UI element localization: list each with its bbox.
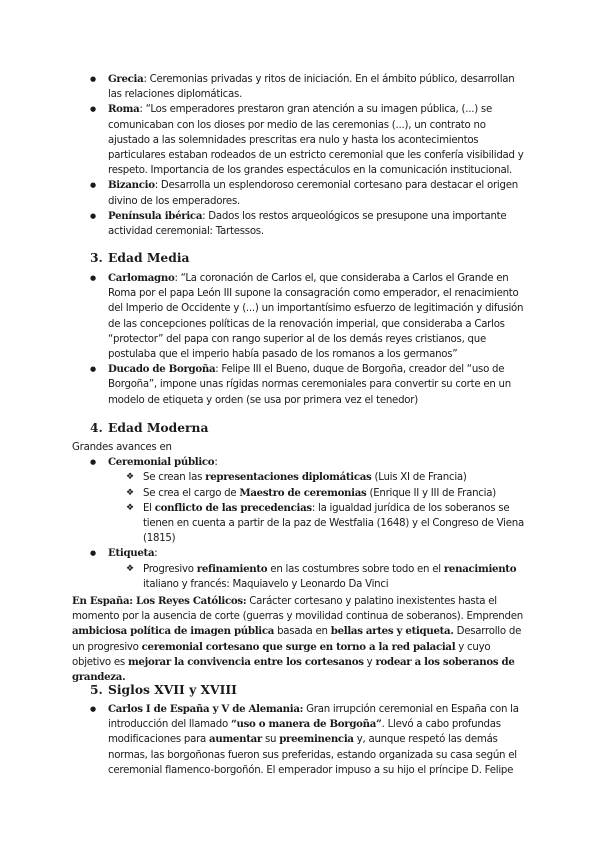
siglos-list <box>88 702 524 778</box>
paragraph-bold: ceremonial cortesano que surge en torno a la red palacial <box>141 640 456 653</box>
intro-text: Grandes avances en <box>72 442 172 453</box>
item-term: Grecia <box>108 73 144 85</box>
sub-bold: Maestro de ceremonias <box>239 486 367 499</box>
item-text: : Felipe III el Bueno, duque de Borgoña, creador del “uso de Borgoña”, impone unas rígidas normas ceremoniales para convertir su corte en un modelo de etiqueta y orden (se usa por primera vez el tenedor) <box>108 364 511 406</box>
item-colon: : <box>214 457 218 469</box>
sub-bold: refinamiento <box>196 562 268 575</box>
item-term: Etiqueta <box>108 547 155 560</box>
item-text: . Llevó a cabo profundas modificaciones para <box>108 719 501 746</box>
list-item <box>88 455 524 546</box>
sub-list-item <box>126 501 524 547</box>
sub-bold: conflicto de las precedencias <box>154 501 312 514</box>
sub-text: El <box>143 502 155 514</box>
antiguedad-section <box>88 72 524 239</box>
heading-title: Siglos XVII y XVIII <box>108 682 237 697</box>
item-bold: aumentar <box>209 733 262 746</box>
heading-title: Edad Moderna <box>108 420 209 435</box>
list-item <box>88 209 524 239</box>
list-item <box>88 362 524 408</box>
item-text: : “Los emperadores prestaron gran atención a su imagen pública, (...) se comunicaban con los dioses por medio de las ceremonias (...), un contrato no ajustado a las solemnidades prescritas era nulo y hasta los acontecimientos particulares estaban rodeados de un estricto ceremonial que les confería visibilidad y respeto. Importancia de los grandes espectáculos en la comunicación institucional. <box>108 104 524 177</box>
sub-bold: representaciones diplomáticas <box>205 471 372 484</box>
sub-text: (Luis XI de Francia) <box>371 472 467 484</box>
sub-text: en las costumbres sobre todo en el <box>267 563 444 575</box>
paragraph-text: y <box>363 656 376 668</box>
sub-text: : la igualdad jurídica de los soberanos se tienen en cuenta a partir de la paz de Westfalia (1648) y el Congreso de Viena (1815) <box>143 502 524 545</box>
item-text: su <box>261 734 280 746</box>
list-item <box>88 546 524 592</box>
list-item <box>88 72 524 102</box>
paragraph-bold: mejorar la convivencia entre los cortesanos <box>127 655 364 668</box>
sub-list-item <box>126 486 524 501</box>
sub-list-item <box>126 562 524 592</box>
heading-number: 3. <box>90 250 103 265</box>
list-item <box>88 702 524 778</box>
item-term: Ceremonial público <box>108 456 215 469</box>
sub-text: (Enrique II y III de Francia) <box>366 487 496 499</box>
section-5-body <box>88 702 524 778</box>
ceremonial-sub-list <box>126 470 524 546</box>
item-bold: preeminencia <box>279 733 354 746</box>
section-4-heading <box>90 420 520 436</box>
list-item <box>88 178 524 208</box>
paragraph-text: y cuyo objetivo es <box>72 641 491 668</box>
item-term: Península ibérica <box>108 209 203 222</box>
list-item <box>88 102 524 178</box>
edad-media-list <box>88 271 524 408</box>
paragraph-text: Desarrollo de un progresivo <box>72 626 522 653</box>
avances-list-wrap <box>72 455 524 592</box>
item-bold: “uso o manera de Borgoña” <box>230 718 382 731</box>
paragraph-bold: bellas artes y etiqueta. <box>330 625 454 638</box>
section-5-heading <box>90 682 520 698</box>
item-text: : “La coronación de Carlos el, que consideraba a Carlos el Grande en Roma por el papa León III supone la consagración como emperador, el renacimiento del Imperio de Occidente y (...) un importantísimo esfuerzo de legitimación y difusión de las concepciones políticas de la renovación imperial, que consideraba a Carlos “protector” del papa con rango superior al de los demás reyes cristianos, que postulaba que el imperio había pasado de los romanos a los germanos” <box>108 273 524 361</box>
paragraph-lead: En España: Los Reyes Católicos: <box>72 595 247 608</box>
item-text: y, aunque respetó las demás normas, las borgoñonas fueron sus preferidas, estando organizada su casa según el ceremonial flamenco-borgoñón. El emperador impuso a su hijo el príncipe D. Felipe <box>108 734 517 776</box>
sub-text: Se crea el cargo de <box>143 487 240 499</box>
item-term: Carlomagno <box>108 272 175 284</box>
heading-number: 5. <box>90 682 103 697</box>
heading-title: Edad Media <box>108 250 190 265</box>
section-3-body <box>88 271 524 408</box>
section-4-body <box>72 440 524 685</box>
item-text: : Ceremonias privadas y ritos de iniciación. En el ámbito público, desarrollan las relaciones diplomáticas. <box>108 74 515 101</box>
paragraph-bold: ambiciosa política de imagen pública <box>72 625 275 638</box>
antiguedad-list <box>88 72 524 239</box>
item-text: : Dados los restos arqueológicos se presupone una importante actividad ceremonial: Tartessos. <box>108 210 507 238</box>
list-item <box>88 271 524 362</box>
paragraph-text: Carácter cortesano y palatino inexistentes hasta el momento por la ausencia de corte (guerras y movilidad continua de soberanos). Emprenden <box>72 596 523 623</box>
item-text: : Desarrolla un esplendoroso ceremonial cortesano para destacar el origen divino de los emperadores. <box>108 180 518 207</box>
paragraph-bold: rodear a los soberanos de grandeza. <box>72 655 515 684</box>
avances-list <box>88 455 524 592</box>
paragraph-text: basada en <box>274 626 331 638</box>
sub-text: Progresivo <box>143 563 197 575</box>
espana-paragraph <box>72 594 524 685</box>
sub-text: italiano y francés: Maquiavelo y Leonardo Da Vinci <box>143 578 389 590</box>
item-term: Bizancio <box>108 179 155 192</box>
item-text: Gran irrupción ceremonial en España con la introducción del llamado <box>108 704 519 731</box>
section-3-heading <box>90 250 520 266</box>
sub-list-item <box>126 470 524 485</box>
item-term: Ducado de Borgoña <box>108 363 216 376</box>
etiqueta-sub-list <box>126 562 524 592</box>
item-colon: : <box>154 548 158 560</box>
item-term: Carlos I de España y V de Alemania: <box>108 703 304 715</box>
item-term: Roma <box>108 103 140 116</box>
sub-bold: renacimiento <box>443 562 517 575</box>
sub-text: Se crean las <box>143 472 206 484</box>
heading-number: 4. <box>90 420 103 435</box>
